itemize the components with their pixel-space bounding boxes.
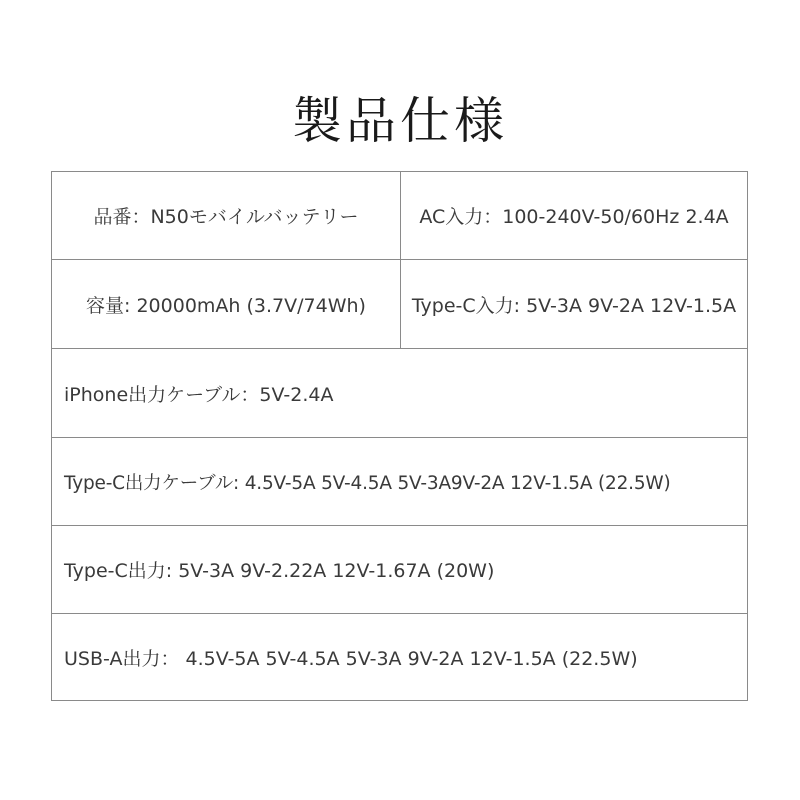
- spec-row-typec-output: [52, 526, 747, 614]
- spec-ac-input: AC入力：100-240V-50/60Hz 2.4A: [419, 206, 729, 228]
- spec-row-typec-cable: [52, 438, 747, 526]
- spec-row-usba-output: [52, 614, 747, 700]
- spec-row-iphone-cable: [52, 349, 747, 438]
- spec-typec-cable-output: Type-C出力ケーブル: 4.5V-5A 5V-4.5A 5V-3A9V-2A 12V-1.5A (22.5W): [64, 472, 671, 494]
- spec-row-capacity-typec-input: [52, 260, 747, 349]
- spec-iphone-cable-output: iPhone出力ケーブル：5V-2.4A: [64, 383, 334, 406]
- spec-typec-output: Type-C出力: 5V-3A 9V-2.22A 12V-1.67A (20W): [64, 560, 495, 582]
- spec-typec-input: Type-C入力: 5V-3A 9V-2A 12V-1.5A: [411, 294, 737, 317]
- spec-row-model-ac-input: [52, 172, 747, 260]
- spec-usba-output: USB-A出力： 4.5V-5A 5V-4.5A 5V-3A 9V-2A 12V-1.5A (22.5W): [64, 647, 638, 670]
- spec-table: [51, 171, 748, 701]
- spec-model-number: 品番：N50モバイルバッテリー: [52, 172, 401, 259]
- page-title: 製品仕様: [292, 92, 508, 150]
- spec-capacity: 容量: 20000mAh (3.7V/74Wh): [52, 260, 401, 348]
